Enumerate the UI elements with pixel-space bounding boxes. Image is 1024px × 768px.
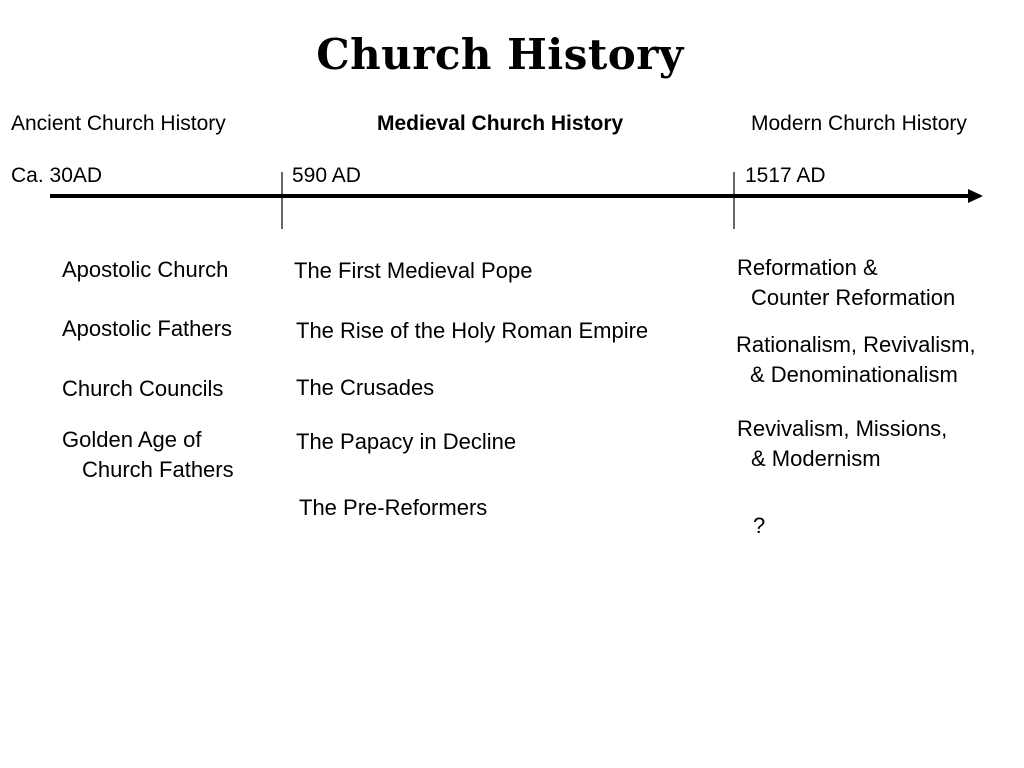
topic-revivalism-missions-line1: Revivalism, Missions,	[737, 416, 948, 441]
topic-pre-reformers: The Pre-Reformers	[299, 495, 488, 520]
topic-crusades: The Crusades	[296, 375, 435, 400]
topic-golden-age-line2: Church Fathers	[82, 457, 234, 482]
period-ancient: Ancient Church History	[11, 112, 226, 135]
topic-apostolic-fathers: Apostolic Fathers	[62, 316, 232, 341]
date-start: Ca. 30AD	[11, 164, 103, 187]
topic-future-question: ?	[753, 513, 766, 538]
topic-first-medieval-pope: The First Medieval Pope	[294, 258, 533, 283]
topic-church-councils: Church Councils	[62, 376, 224, 401]
date-medieval: 590 AD	[292, 164, 361, 187]
topic-revivalism-missions-line2: & Modernism	[751, 446, 881, 471]
topic-holy-roman-empire: The Rise of the Holy Roman Empire	[296, 318, 649, 343]
date-modern: 1517 AD	[745, 164, 826, 187]
topic-rationalism-line1: Rationalism, Revivalism,	[736, 332, 976, 357]
topic-rationalism	[736, 330, 976, 390]
topic-reformation-line2: Counter Reformation	[751, 285, 956, 310]
topic-papacy-decline: The Papacy in Decline	[296, 429, 517, 454]
timeline-arrowhead	[968, 189, 983, 203]
topic-reformation-line1: Reformation &	[737, 255, 878, 280]
topic-golden-age-line1: Golden Age of	[62, 427, 202, 452]
topic-reformation	[737, 253, 955, 313]
topic-golden-age	[62, 425, 234, 485]
period-modern: Modern Church History	[751, 112, 967, 135]
page-title: Church History	[316, 30, 684, 79]
topic-rationalism-line2: & Denominationalism	[750, 362, 958, 387]
topic-apostolic-church: Apostolic Church	[62, 257, 229, 282]
topic-revivalism-missions	[737, 414, 947, 474]
period-medieval: Medieval Church History	[377, 112, 624, 135]
